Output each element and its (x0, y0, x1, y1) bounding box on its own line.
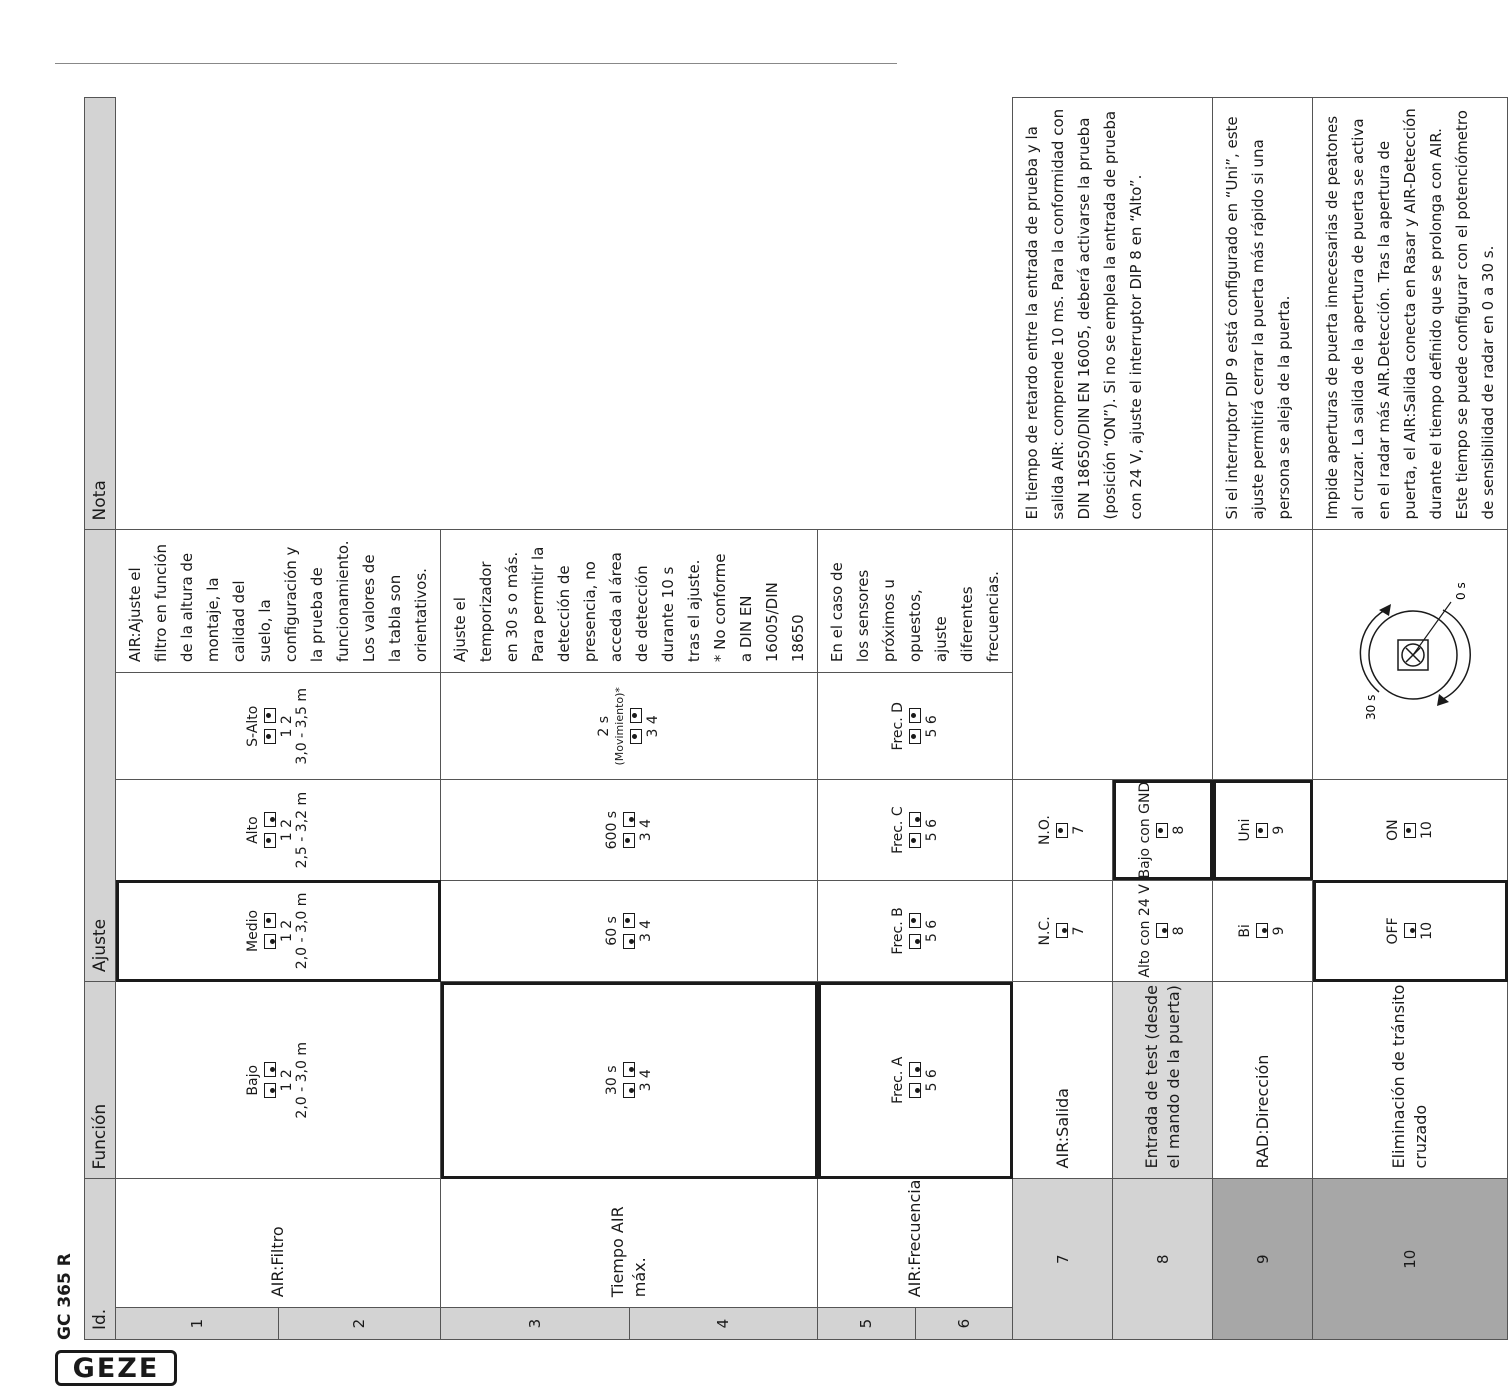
function-cell: AIR:Frecuencia (818, 1179, 1013, 1308)
table-row (1213, 98, 1313, 1340)
note-cell: En el caso de los sensores próximos u opuestos, ajuste diferentes frecuencias. (818, 530, 1013, 673)
dip-numbers: 10 (1418, 821, 1435, 840)
dip-numbers: 8 (1171, 926, 1187, 936)
option-label: Frec. D (889, 702, 906, 751)
setting-option (116, 673, 441, 780)
dip-numbers: 1 2 (279, 819, 295, 842)
model-heading: GC 365 R (55, 1253, 75, 1340)
option-label: Bi (1237, 924, 1253, 938)
note-text: Ajuste el temporizador en 30 s o más. Para permitir la detección de presencia, no acceda al área de detección durante 10 s tras el ajuste. (451, 546, 703, 663)
setting-option-default (1113, 780, 1213, 880)
top-rule (55, 63, 897, 64)
note-footnote: * No conforme a DIN EN 16005/DIN 18650 (711, 553, 807, 663)
setting-option (441, 780, 818, 880)
note-cell: AIR:Ajuste el filtro en función de la altura de montaje, la calidad del suelo, la configuración y la prueba de funcionamiento. Los valores de la tabla son orientativos. (116, 530, 441, 673)
dip-switch (1056, 923, 1068, 938)
dip-numbers: 5 6 (923, 1069, 940, 1092)
dip-switch (264, 913, 276, 949)
dip-switch (1156, 923, 1168, 938)
dip-numbers: 7 (1071, 825, 1087, 835)
option-sublabel: (Movimiento)* (613, 687, 626, 766)
row-id: 10 (1313, 1179, 1508, 1340)
option-label: 2 s (596, 715, 612, 737)
dip-switch (909, 913, 921, 949)
setting-option (116, 780, 441, 880)
function-cell: Tiempo AIR máx. (441, 1179, 818, 1308)
row-id: 3 (441, 1308, 630, 1340)
option-label: Medio (245, 909, 261, 952)
dip-switch (623, 1062, 635, 1098)
option-label: 30 s (603, 1065, 620, 1096)
dip-switch (1256, 923, 1268, 938)
dip-numbers: 5 6 (923, 819, 940, 842)
dip-switch (909, 708, 921, 744)
dip-settings-table (84, 97, 1508, 1340)
setting-option (818, 673, 1013, 780)
option-label: N.C. (1037, 916, 1053, 946)
note-cell: El tiempo de retardo entre la entrada de prueba y la salida AIR: comprende 10 ms. Para la conformidad con DIN 18650/DIN EN 16005, deberá activarse la prueba (posición “ON”). Si no se emplea la entrada de prueba con 24 V, ajuste el interruptor DIP 8 en “Alto”. (1013, 98, 1213, 530)
table-row (1013, 98, 1113, 1340)
row-id: 2 (278, 1308, 441, 1340)
row-id: 6 (915, 1308, 1013, 1340)
setting-option (818, 780, 1013, 880)
function-cell: RAD:Dirección (1213, 982, 1313, 1179)
dip-numbers: 7 (1071, 926, 1087, 936)
function-cell: AIR:Filtro (116, 1179, 441, 1308)
option-label: Alto con 24 V (1137, 884, 1153, 978)
setting-option (1213, 880, 1313, 981)
dip-switch (1156, 823, 1168, 838)
function-header: Función (85, 982, 116, 1179)
option-label: 600 s (603, 810, 620, 850)
setting-option-default (441, 982, 818, 1179)
row-id: 1 (116, 1308, 279, 1340)
setting-option (1013, 880, 1113, 981)
empty-setting (1213, 530, 1313, 780)
option-label: S-Alto (245, 705, 261, 747)
note-cell (441, 530, 818, 673)
setting-option-default (1313, 880, 1508, 981)
dip-numbers: 9 (1271, 926, 1287, 936)
setting-header: Ajuste (85, 530, 116, 982)
potentiometer-icon (1351, 560, 1469, 750)
setting-option-default (818, 982, 1013, 1179)
option-label: Alto (245, 816, 261, 844)
option-label: Bajo (245, 1064, 261, 1096)
setting-option (441, 673, 818, 780)
dip-numbers: 3 4 (637, 1069, 654, 1092)
header-row (85, 98, 116, 1340)
dip-switch (1056, 823, 1068, 838)
option-label: OFF (1384, 917, 1401, 945)
option-label: Frec. A (889, 1056, 906, 1104)
setting-option (1113, 880, 1213, 981)
dip-switch (1256, 823, 1268, 838)
dip-switch (909, 1062, 921, 1098)
option-label: Frec. C (889, 806, 906, 854)
empty-setting (1013, 530, 1213, 780)
dip-switch (623, 812, 635, 848)
range-label: 3,0 - 3,5 m (294, 688, 310, 765)
dip-switch (264, 812, 276, 848)
range-label: 2,0 - 3,0 m (294, 1042, 310, 1119)
setting-option (818, 880, 1013, 981)
dip-numbers: 1 2 (279, 715, 295, 738)
dip-numbers: 3 4 (645, 715, 661, 738)
option-label: ON (1384, 819, 1401, 841)
potentiometer-dial (1351, 530, 1469, 779)
function-cell: Eliminación de tránsito cruzado (1313, 982, 1508, 1179)
dip-switch (909, 812, 921, 848)
function-cell: Entrada de test (desde el mando de la puerta) (1113, 982, 1213, 1179)
logo-text: GEZE (72, 1352, 160, 1384)
table-row (116, 98, 279, 1340)
dip-numbers: 9 (1271, 825, 1287, 835)
option-label: Frec. B (889, 907, 906, 955)
dip-switch (630, 708, 642, 744)
potentiometer-cell (1313, 530, 1508, 780)
setting-option-default (1213, 780, 1313, 880)
range-label: 2,0 - 3,0 m (294, 892, 310, 970)
option-label: N.O. (1037, 815, 1053, 846)
note-header: Nota (85, 98, 116, 530)
id-header: Id. (85, 1179, 116, 1340)
table-row (1313, 98, 1508, 1340)
option-label: 60 s (603, 916, 620, 946)
row-id: 5 (818, 1308, 916, 1340)
option-label: Uni (1237, 818, 1253, 842)
dip-numbers: 1 2 (279, 1069, 295, 1092)
setting-option (1013, 780, 1113, 880)
range-label: 2,5 - 3,2 m (294, 791, 310, 869)
row-id: 9 (1213, 1179, 1313, 1340)
note-cell: Impide aperturas de puerta innecesarias de peatones al cruzar. La salida de la apertura de puerta se activa en el radar más AIR.Detección. Tras la apertura de puerta, el AIR:Salida conecta en Rasar y AIR-Detección durante el tiempo definido que se prolonga con AIR. Este tiempo se puede configurar con el potenciómetro de sensibilidad de radar en 0 a 30 s. (1313, 98, 1508, 530)
dip-numbers: 3 4 (637, 919, 654, 943)
dip-switch (623, 913, 635, 949)
option-label: Bajo con GND (1137, 781, 1153, 879)
dip-switch (264, 708, 276, 744)
dip-switch (1404, 923, 1416, 938)
setting-option (441, 880, 818, 981)
row-id: 4 (629, 1308, 818, 1340)
table-row (818, 98, 916, 1340)
dip-numbers: 5 6 (923, 715, 940, 738)
setting-option (116, 982, 441, 1179)
function-cell: AIR:Salida (1013, 982, 1113, 1179)
dip-numbers: 10 (1418, 922, 1435, 940)
rotated-table-region (55, 97, 1497, 1340)
geze-logo (55, 1350, 177, 1386)
dip-numbers: 3 4 (637, 819, 654, 842)
setting-option-default (116, 880, 441, 981)
table-row (441, 98, 630, 1340)
row-id: 8 (1113, 1179, 1213, 1340)
dial-min-label: 0 s (1454, 582, 1468, 600)
dip-numbers: 1 2 (279, 919, 295, 943)
row-id: 7 (1013, 1179, 1113, 1340)
dial-max-label: 30 s (1364, 694, 1378, 720)
dip-numbers: 8 (1171, 825, 1187, 835)
setting-option (1313, 780, 1508, 880)
dip-switch (264, 1062, 276, 1098)
dip-numbers: 5 6 (923, 919, 940, 943)
note-cell: Si el interruptor DIP 9 está configurado en “Uni”, este ajuste permitirá cerrar la puerta más rápido si una persona se aleja de la puerta. (1213, 98, 1313, 530)
dip-switch (1404, 823, 1416, 838)
